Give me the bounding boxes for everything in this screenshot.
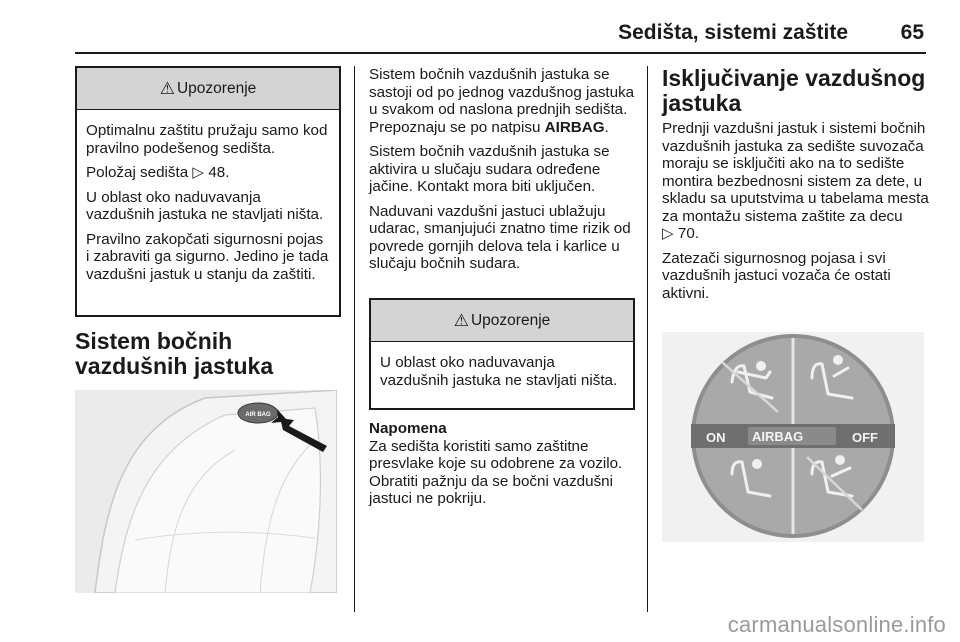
- page-ref-arrow-icon: ▷: [662, 225, 674, 242]
- side-airbag-text-1: Sistem bočnih vazdušnih jastuka se sastoji od po jednog vazdušnog jastuka u svakom od naslona prednjih sedišta. Prepoznaju se po natpisu AIRBAG.: [369, 66, 635, 136]
- warning-text-4: Pravilno zakopčati sigurnosni pojas i zabraviti ga sigurno. Jedino je tada vazdušni jastuk u stanju da zaštiti.: [86, 230, 329, 283]
- deactivation-text-1: Prednji vazdušni jastuk i sistemi bočnih vazdušnih jastuka za sedište suvozača moraju se isključiti ako na to sedište montira bezbednosni sistem za dete, u skladu sa uputstvima u tabelama mesta za montažu sistema zaštite za decu ▷ 70.: [662, 120, 929, 242]
- warning-heading: Upozorenje: [176, 79, 257, 97]
- side-airbag-description: [369, 66, 639, 280]
- side-airbag-text-2: Sistem bočnih vazdušnih jastuka se aktivira u slučaju sudara određene jačine. Kontakt mora biti uključen.: [369, 143, 610, 195]
- note-heading: Napomena: [369, 420, 447, 437]
- chapter-title: Sedišta, sistemi zaštite: [618, 21, 848, 44]
- header-rule: [75, 52, 926, 54]
- warning-box-1: [75, 66, 341, 317]
- warning-text-3: U oblast oko naduvavanja vazdušnih jastuka ne stavljati ništa.: [86, 188, 324, 223]
- airbag-on-label: ON: [706, 430, 726, 445]
- section-title-airbag-deactivation: Isključivanje vazdušnog jastuka: [662, 65, 926, 116]
- warning-text-1: Optimalnu zaštitu pružaju samo kod pravilno podešenog sedišta.: [86, 122, 328, 157]
- deactivation-text-2: Zatezači sigurnosnog pojasa i svi vazdušnih jastuci vozača će ostati aktivni.: [662, 249, 891, 302]
- column-divider-1: [354, 66, 355, 612]
- airbag-on-off-label-illustration: [662, 332, 924, 542]
- deactivation-description: [662, 120, 934, 309]
- warning2-text: U oblast oko naduvavanja vazdušnih jastuka ne stavljati ništa.: [380, 354, 618, 389]
- page-ref-arrow-icon: ▷: [192, 164, 205, 181]
- warning-triangle-icon: ⚠: [453, 310, 469, 330]
- warning-text-2: Položaj sedišta ▷ 48.: [86, 164, 230, 181]
- airbag-off-label: OFF: [852, 430, 878, 445]
- seat-airbag-illustration: [75, 390, 337, 593]
- airbag-badge-label: AIR BAG: [245, 412, 271, 418]
- warning-triangle-icon: ⚠: [159, 78, 175, 98]
- section-title-side-airbag: Sistem bočnih vazdušnih jastuka: [75, 328, 274, 379]
- warning-header: [371, 300, 633, 342]
- note-block: [369, 420, 639, 515]
- page-number: 65: [900, 21, 924, 44]
- watermark: carmanualsonline.info: [727, 612, 946, 637]
- warning-box-2: [369, 298, 635, 410]
- airbag-word-label: AIRBAG: [752, 429, 804, 444]
- warning-heading: Upozorenje: [470, 311, 551, 329]
- note-text: Za sedišta koristiti samo zaštitne presvlake koje su odobrene za vozilo. Obratiti pažnju da se bočni vazdušni jastuci ne pokriju.: [369, 437, 623, 507]
- column-divider-2: [647, 66, 648, 612]
- warning-header: [77, 68, 339, 110]
- side-airbag-text-3: Naduvani vazdušni jastuci ublažuju udarac, smanjujući znatno time rizik od povrede gornjih delova tela i karlice u slučaju bočnih sudara.: [369, 202, 631, 272]
